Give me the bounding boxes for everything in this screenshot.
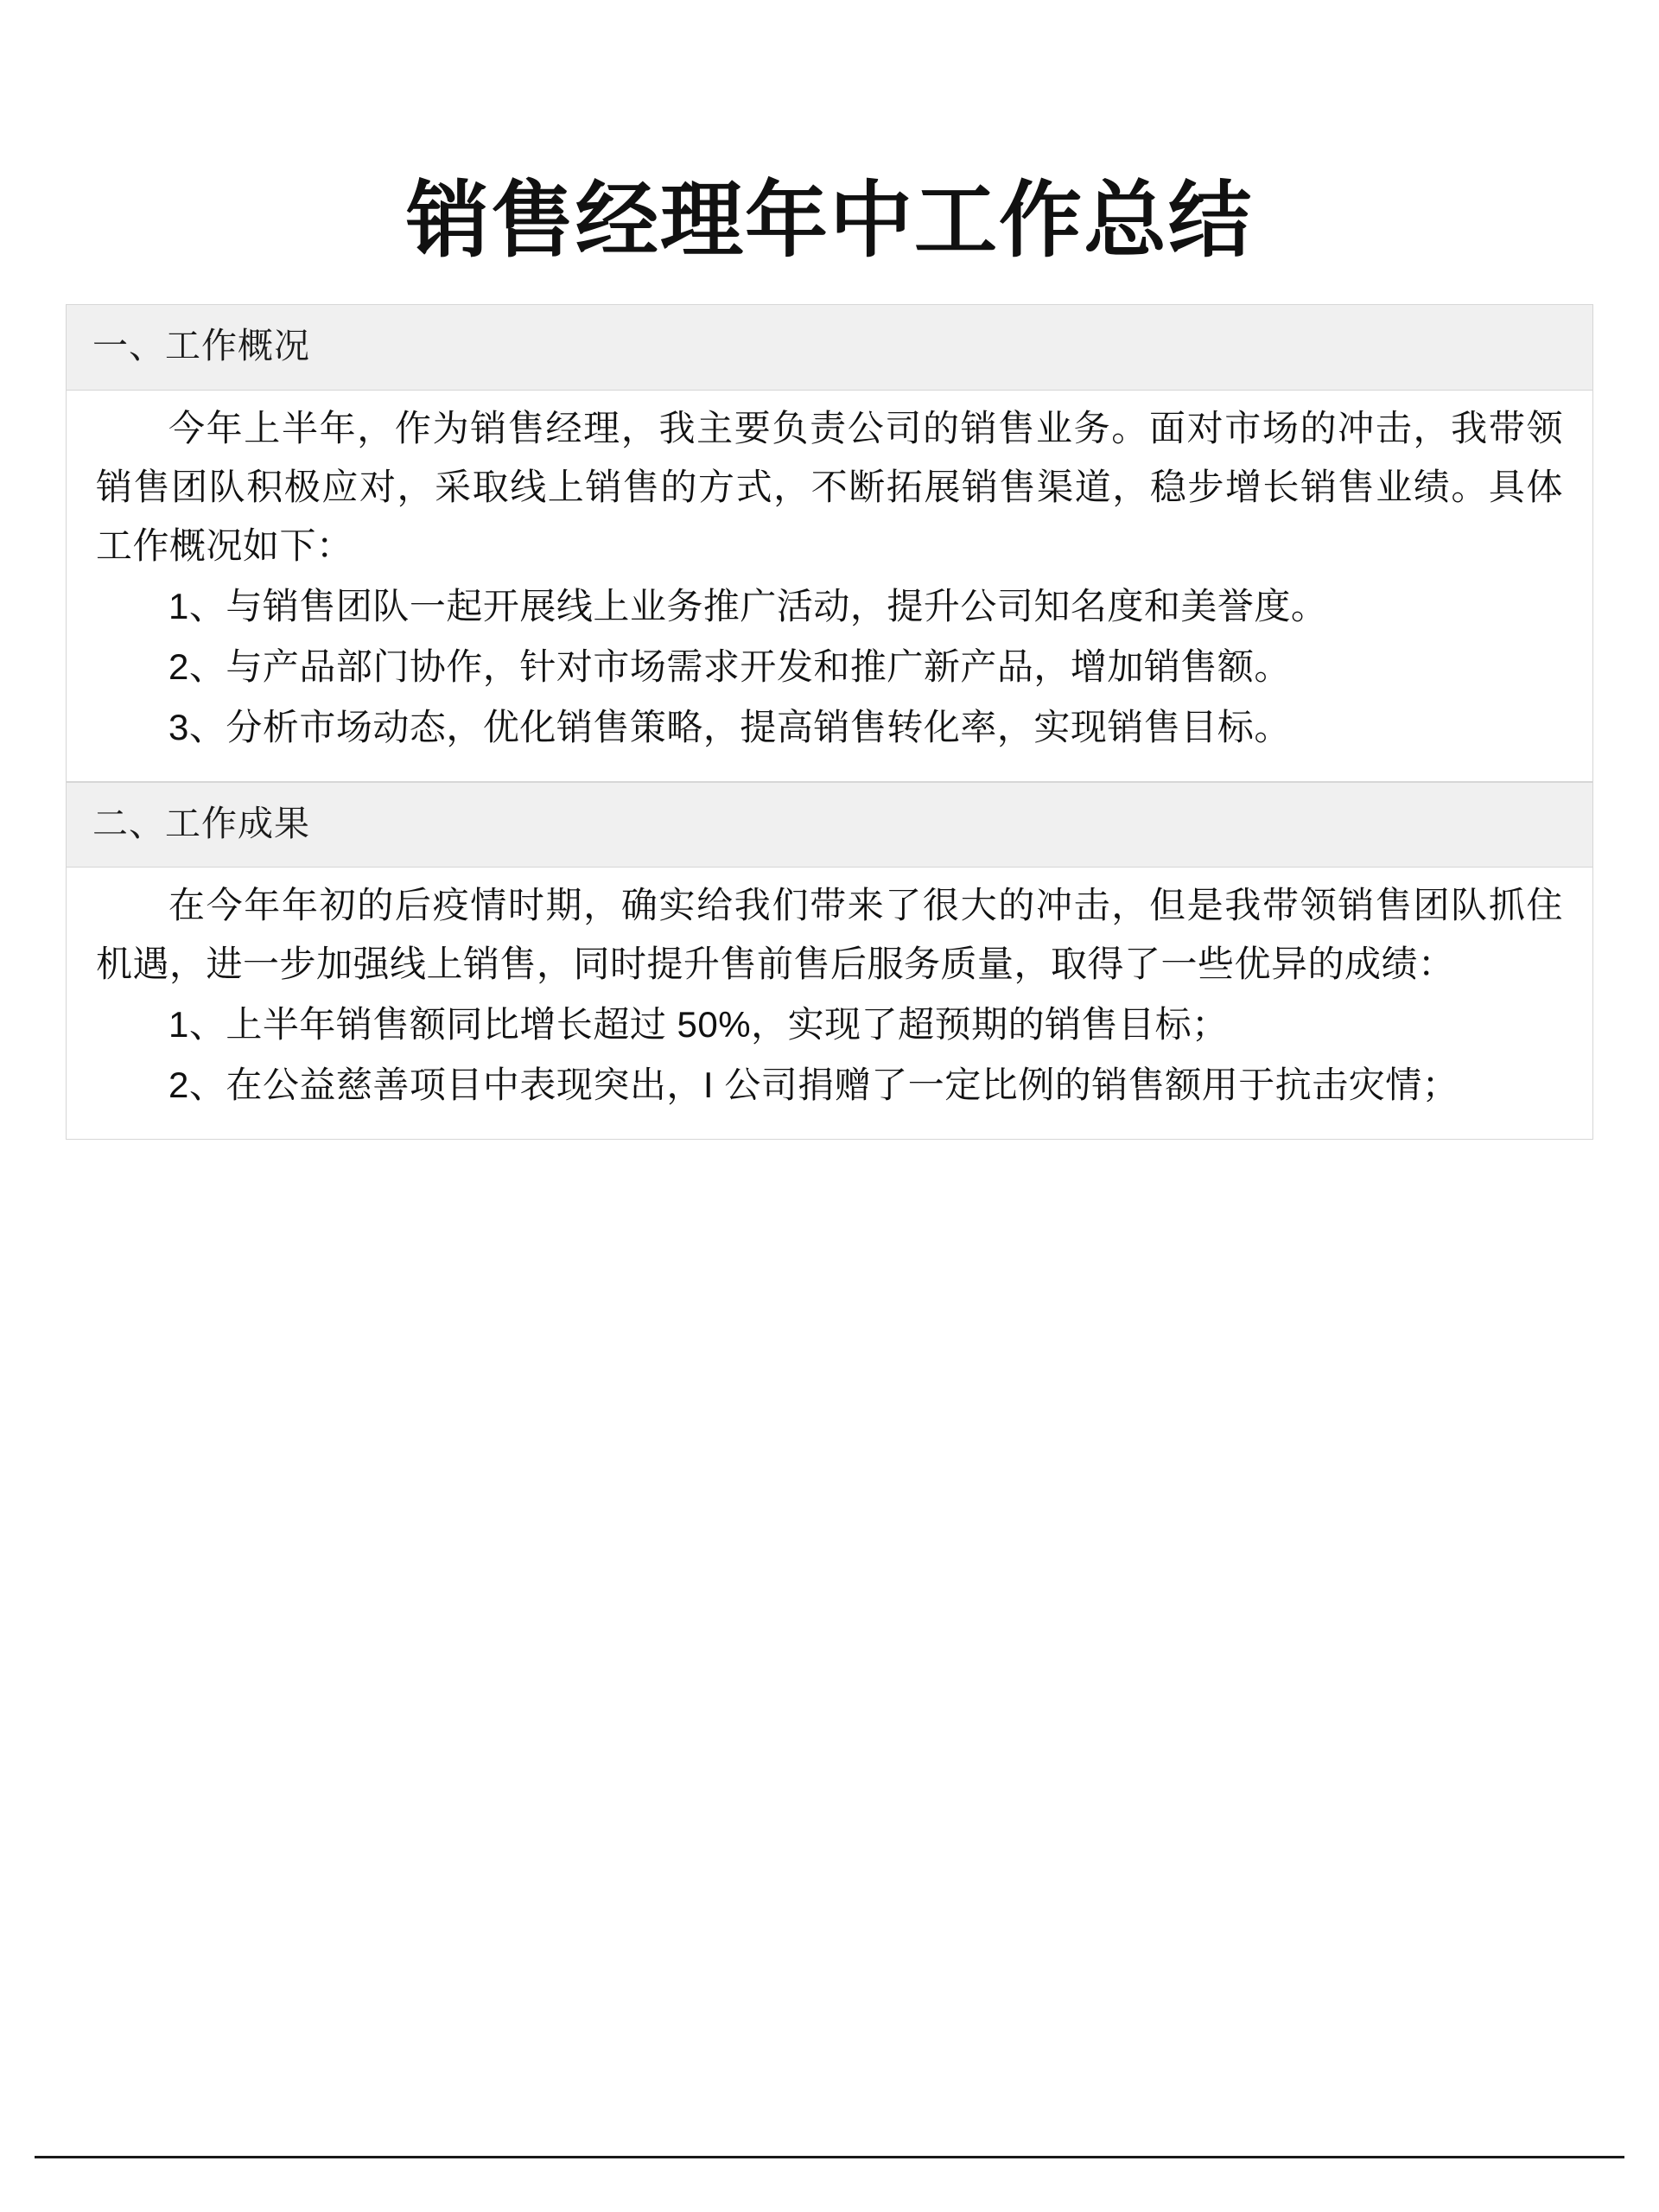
paragraph: 2、在公益慈善项目中表现突出，I 公司捐赠了一定比例的销售额用于抗击灾情；	[168, 1065, 1459, 1106]
paragraph: 1、上半年销售额同比增长超过 50%，实现了超预期的销售目标；	[168, 1004, 1229, 1046]
section-heading-1: 一、工作概况	[67, 305, 1592, 390]
section-content-1	[67, 391, 1592, 782]
paragraph: 3、分析市场动态，优化销售策略，提高销售转化率，实现销售目标。	[168, 706, 1291, 747]
section-heading-2: 二、工作成果	[67, 782, 1592, 868]
document-body	[66, 304, 1593, 1140]
paragraph: 2、与产品部门协作，针对市场需求开发和推广新产品，增加销售额。	[168, 645, 1291, 687]
section-content-2	[67, 868, 1592, 1140]
page-title: 销售经理年中工作总结	[406, 172, 1253, 269]
paragraph: 1、与销售团队一起开展线上业务推广活动，提升公司知名度和美誉度。	[168, 585, 1328, 626]
footer-divider	[35, 2156, 1624, 2158]
paragraph: 今年上半年，作为销售经理，我主要负责公司的销售业务。面对市场的冲击，我带领销售团队积极应对，采取线上销售的方式，不断拓展销售渠道，稳步增长销售业绩。具体工作概况如下：	[96, 407, 1563, 566]
paragraph: 在今年年初的后疫情时期，确实给我们带来了很大的冲击，但是我带领销售团队抓住机遇，进一步加强线上销售，同时提升售前售后服务质量，取得了一些优异的成绩：	[96, 885, 1563, 985]
